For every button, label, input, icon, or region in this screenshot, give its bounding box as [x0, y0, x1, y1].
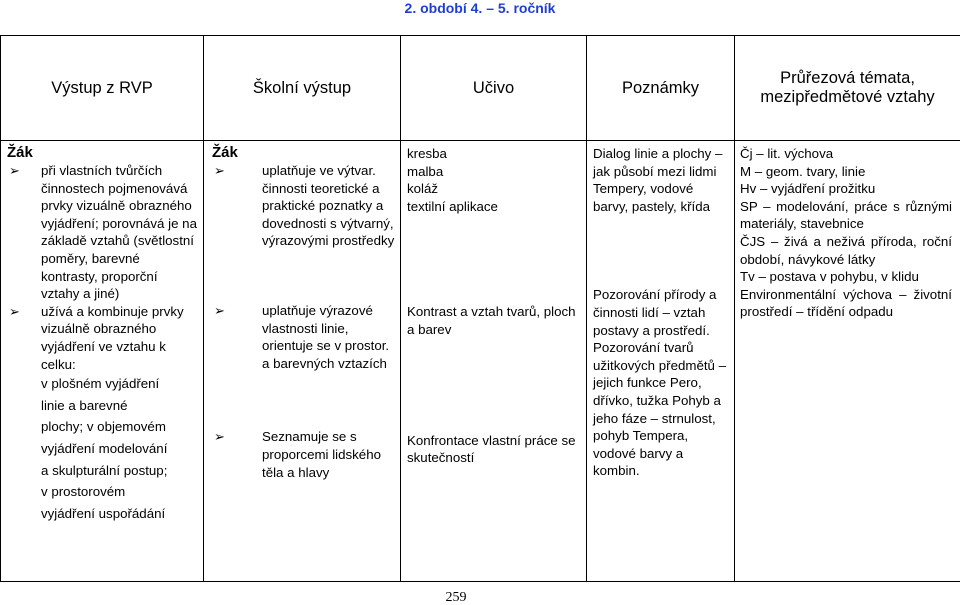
list-item: ➢ užívá a kombinuje prvky vizuálně obrazného vyjádření ve vztahu k celku: [9, 303, 184, 372]
page-number: 259 [445, 590, 467, 605]
arrow-bullet-icon: ➢ [9, 303, 20, 319]
arrow-bullet-icon: ➢ [214, 429, 225, 445]
pupil-label: Žák [212, 144, 238, 161]
page-header: 2. období 4. – 5. ročník [404, 0, 556, 16]
rvp-extra-text: v plošném vyjádření linie a barevné plochy; v objemovém vyjádření modelování a skulpturální postup; v prostorovém vyjádření uspořádání [41, 376, 168, 521]
cell-subject-matter [401, 141, 587, 582]
column-header-subject-matter: Učivo [401, 36, 587, 141]
list-item: ➢ uplatňuje ve výtvar. činnosti teoretické a praktické poznatky a dovednosti s výtvarný, výrazovými prostředky [214, 163, 395, 249]
cross-topic-line: ČJS – živá a neživá příroda, roční období, návykové látky [740, 233, 952, 267]
notes-group-2: Pozorování přírody a činnosti lidí – vztah postavy a prostředí. Pozorování tvarů užitkových předmětů – jejich funkce Pero, dřívko, tužka Pohyb a jeho fáze – strnulost, pohyb Tempera, vodové barvy a kombin. [593, 287, 727, 479]
cross-topic-line: M – geom. tvary, linie [740, 163, 866, 179]
arrow-bullet-icon: ➢ [214, 302, 225, 318]
notes-group-1: Dialog linie a plochy – jak působí mezi lidmi Tempery, vodové barvy, pastely, křída [593, 146, 723, 214]
list-item: ➢ při vlastních tvůrčích činnostech pojmenovává prvky vizuálně obrazného vyjádření; porovnává je na základě vztahů (světlostní poměry, barevné kontrasty, proporční vztahy a jiné) [9, 163, 197, 302]
list-item: ➢ uplatňuje výrazové vlastnosti linie, orientuje se v prostor. a barevných vztazích [214, 302, 390, 371]
cross-topic-line: Čj – lit. výchova [740, 146, 834, 161]
techniques-list: kresba malba koláž textilní aplikace [407, 146, 498, 214]
column-header-rvp: Výstup z RVP [1, 36, 204, 141]
contrast-text: Kontrast a vztah tvarů, ploch a barev [407, 304, 576, 337]
arrow-bullet-icon: ➢ [214, 163, 225, 178]
rvp-list [7, 162, 199, 373]
cross-topic-line: Environmentální výchova – životní prostředí – třídění odpadu [740, 286, 952, 320]
cell-notes [587, 141, 735, 582]
table-body-row [1, 141, 960, 582]
confrontation-text: Konfrontace vlastní práce se skutečností [407, 432, 576, 466]
list-item: ➢ Seznamuje se s proporcemi lidského těla a hlavy [214, 429, 381, 480]
column-header-notes: Poznámky [587, 36, 735, 141]
column-header-cross-topics: Průřezová témata, mezipředmětové vztahy [735, 36, 960, 141]
table-header-row [1, 36, 960, 141]
pupil-label: Žák [7, 144, 33, 161]
cell-rvp-output [1, 141, 204, 582]
cell-cross-topics [735, 141, 960, 582]
arrow-bullet-icon: ➢ [9, 163, 20, 178]
school-output-list [212, 162, 396, 481]
curriculum-table [0, 35, 960, 582]
cell-school-output [204, 141, 401, 582]
cross-topic-line: Tv – postava v pohybu, v klidu [740, 269, 919, 285]
cross-topic-line: Hv – vyjádření prožitku [740, 181, 876, 197]
cross-topic-line: SP – modelování, práce s různými materiály, stavebnice [740, 198, 952, 232]
column-header-school-output: Školní výstup [204, 36, 401, 141]
